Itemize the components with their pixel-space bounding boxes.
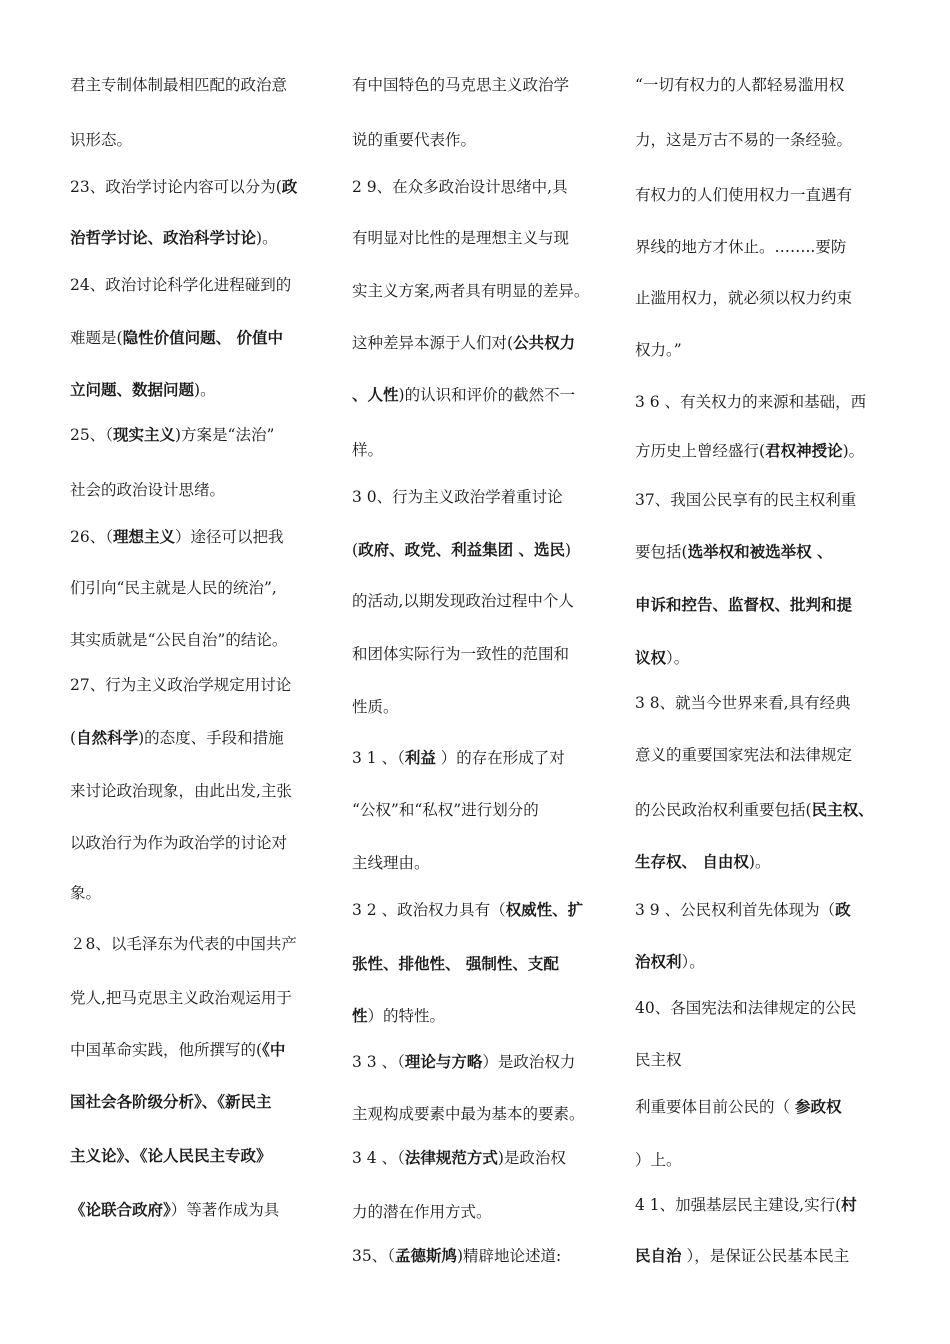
text-line: 《论联合政府》）等著作成为具 [70, 1200, 280, 1219]
text-line: 主线理由。 [352, 854, 430, 872]
text-line: 有权力的人们使用权力一直遇有 [635, 186, 853, 204]
text-line: 37、我国公民享有的民主权利重 [635, 491, 857, 509]
text-line: 要包括(选举权和被选举权 、 [635, 542, 833, 561]
text-line: 说的重要代表作。 [352, 131, 477, 149]
text-line: 26、（理想主义）途径可以把我 [70, 527, 284, 546]
text-line: 民自治 ），是保证公民基本民主 [635, 1246, 850, 1265]
text-line: 张性、排他性、 强制性、支配 [352, 954, 559, 973]
text-line: (政府、政党、利益集团 、选民) [352, 540, 572, 559]
text-line: 立问题、数据问题)。 [70, 380, 216, 399]
text-line: 性）的特性。 [352, 1006, 446, 1025]
text-line: 来讨论政治现象，由此出发,主张 [70, 782, 292, 800]
text-line: 力，这是万古不易的一条经验。 [635, 131, 853, 149]
text-line: (自然科学)的态度、手段和措施 [70, 728, 284, 747]
text-line: 生存权、 自由权)。 [635, 852, 771, 871]
text-column-2 [352, 0, 607, 1344]
text-line: 国社会各阶级分析》、《新民主 [70, 1092, 272, 1111]
text-line: 3 3 、（理论与方略）是政治权力 [352, 1052, 576, 1071]
text-line: 35、（孟德斯鸠)精辟地论述道: [352, 1246, 562, 1265]
text-line: “一切有权力的人都轻易滥用权 [635, 76, 845, 94]
text-line: 40、各国宪法和法律规定的公民 [635, 999, 857, 1017]
text-line: 止滥用权力，就必须以权力约束 [635, 289, 853, 307]
text-line: 党人,把马克思主义政治观运用于 [70, 989, 292, 1007]
text-column-3 [635, 0, 895, 1344]
text-line: 3 9 、公民权利首先体现为（政 [635, 900, 851, 919]
text-line: 象。 [70, 884, 102, 902]
text-line: 权力。” [635, 341, 682, 359]
text-line: 3 2 、政治权力具有（权威性、扩 [352, 900, 584, 919]
text-line: 3 1 、（利益 ）的存在形成了对 [352, 748, 565, 767]
text-line: 3 6 、有关权力的来源和基础，西 [635, 393, 867, 411]
text-line: 24、政治讨论科学化进程碰到的 [70, 276, 292, 294]
text-line: 君主专制体制最相匹配的政治意 [70, 76, 288, 94]
text-line: 治权利）。 [635, 952, 705, 971]
text-line: ２8、以毛泽东为代表的中国共产 [70, 935, 297, 953]
text-line: 们引向“民主就是人民的统治”, [70, 579, 277, 597]
text-line: 3 4 、（法律规范方式)是政治权 [352, 1148, 566, 1167]
text-line: 的活动,以期发现政治过程中个人 [352, 592, 574, 610]
text-line: 的公民政治权利重要包括(民主权、 [635, 800, 874, 819]
text-line: 治哲学讨论、政治科学讨论)。 [70, 228, 278, 247]
text-line: 和团体实际行为一致性的范围和 [352, 645, 570, 663]
text-line: 有明显对比性的是理想主义与现 [352, 229, 570, 247]
text-line: 23、政治学讨论内容可以分为(政 [70, 177, 298, 196]
text-line: 实主义方案,两者具有明显的差异。 [352, 282, 590, 300]
text-line: 识形态。 [70, 131, 133, 149]
text-line: 界线的地方才休止。……..要防 [635, 238, 847, 256]
text-line: 申诉和控告、监督权、批判和提 [635, 595, 853, 614]
text-line: 主义论》、《论人民民主专政》 [70, 1146, 272, 1165]
text-line: 主观构成要素中最为基本的要素。 [352, 1105, 585, 1123]
text-line: 25、（现实主义)方案是“法治” [70, 425, 275, 444]
text-line: 方历史上曾经盛行(君权神授论)。 [635, 441, 865, 460]
text-line: 样。 [352, 441, 384, 459]
text-line: 以政治行为作为政治学的讨论对 [70, 834, 288, 852]
text-line: 社会的政治设计思绪。 [70, 481, 226, 499]
text-column-1 [70, 0, 322, 1344]
text-line: 2 9、在众多政治设计思绪中,具 [352, 178, 568, 196]
text-line: ）上。 [635, 1151, 682, 1169]
text-line: 3 8、就当今世界来看,具有经典 [635, 694, 851, 712]
text-line: 利重要体目前公民的（ 参政权 [635, 1097, 842, 1116]
text-line: 意义的重要国家宪法和法律规定 [635, 746, 853, 764]
text-line: 、人性)的认识和评价的截然不一 [352, 385, 576, 404]
text-line: 其实质就是“公民自治”的结论。 [70, 631, 288, 649]
text-line: 4 1、加强基层民主建设,实行(村 [635, 1195, 857, 1214]
text-line: 中国革命实践，他所撰写的(《中 [70, 1040, 286, 1059]
text-line: 民主权 [635, 1051, 682, 1069]
text-line: 3 0、行为主义政治学着重讨论 [352, 488, 563, 506]
text-line: 难题是(隐性价值问题、 价值中 [70, 328, 283, 347]
text-line: 力的潜在作用方式。 [352, 1203, 492, 1221]
text-line: 议权）。 [635, 648, 690, 667]
text-line: 27、行为主义政治学规定用讨论 [70, 676, 292, 694]
text-line: 有中国特色的马克思主义政治学 [352, 76, 570, 94]
text-line: 这种差异本源于人们对(公共权力 [352, 333, 576, 352]
text-line: 性质。 [352, 698, 399, 716]
text-line: “公权”和“私权”进行划分的 [352, 801, 539, 819]
